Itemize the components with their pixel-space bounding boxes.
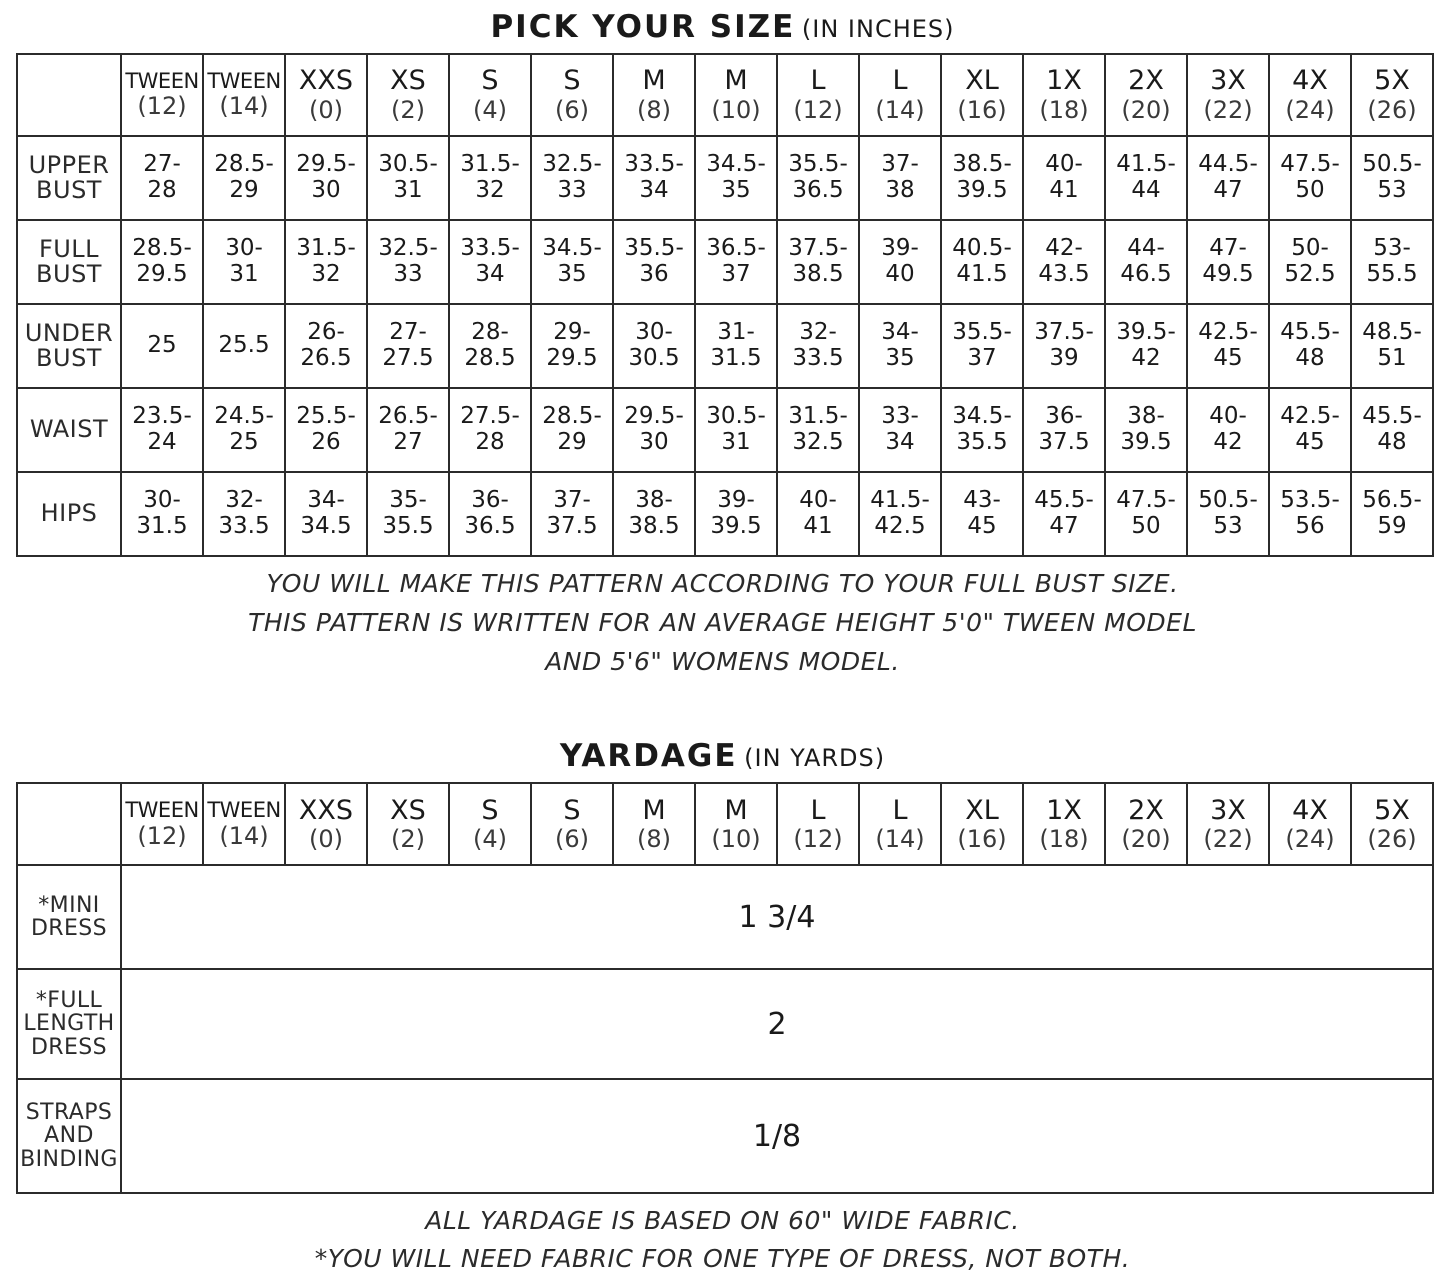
table-row [17, 472, 1433, 556]
yardage-title-main: YARDAGE [559, 738, 738, 775]
measurement-cell: 37.5- 39 [1023, 304, 1105, 388]
yardage-table [16, 782, 1434, 1194]
size-column-header: TWEEN (12) [121, 783, 203, 865]
measurement-cell: 31.5- 32 [449, 136, 531, 220]
size-column-header: XL (16) [941, 783, 1023, 865]
size-column-header: XS (2) [367, 54, 449, 136]
yardage-corner-cell [17, 783, 121, 865]
measurement-cell: 40.5- 41.5 [941, 220, 1023, 304]
measurement-cell: 31- 31.5 [695, 304, 777, 388]
measurement-cell: 35- 35.5 [367, 472, 449, 556]
size-column-header: 1X (18) [1023, 783, 1105, 865]
size-column-header: XL (16) [941, 54, 1023, 136]
size-column-header: 4X (24) [1269, 54, 1351, 136]
size-column-header: M (8) [613, 783, 695, 865]
size-column-header: TWEEN (14) [203, 54, 285, 136]
measurement-cell: 30.5- 31 [367, 136, 449, 220]
size-column-header: XXS (0) [285, 54, 367, 136]
size-column-header: 1X (18) [1023, 54, 1105, 136]
size-column-header: 3X (22) [1187, 54, 1269, 136]
measurement-cell: 41.5- 44 [1105, 136, 1187, 220]
note-line: YOU WILL MAKE THIS PATTERN ACCORDING TO YOUR FULL BUST SIZE. [266, 569, 1179, 598]
measurement-cell: 33.5- 34 [449, 220, 531, 304]
table-row [17, 136, 1433, 220]
yardage-header-row [17, 783, 1433, 865]
size-column-header: XS (2) [367, 783, 449, 865]
measurement-cell: 42.5- 45 [1187, 304, 1269, 388]
size-chart-corner-cell [17, 54, 121, 136]
measurement-cell: 53.5- 56 [1269, 472, 1351, 556]
measurement-cell: 36- 37.5 [1023, 388, 1105, 472]
table-row [17, 388, 1433, 472]
row-label: WAIST [17, 388, 121, 472]
measurement-cell: 45.5- 48 [1269, 304, 1351, 388]
measurement-cell: 50- 52.5 [1269, 220, 1351, 304]
size-chart-title-sub: (IN INCHES) [801, 15, 955, 43]
measurement-cell: 32.5- 33 [367, 220, 449, 304]
measurement-cell: 24.5- 25 [203, 388, 285, 472]
measurement-cell: 39- 39.5 [695, 472, 777, 556]
row-label: UPPER BUST [17, 136, 121, 220]
measurement-cell: 36- 36.5 [449, 472, 531, 556]
measurement-cell: 45.5- 47 [1023, 472, 1105, 556]
measurement-cell: 35.5- 36.5 [777, 136, 859, 220]
measurement-cell: 28.5- 29 [531, 388, 613, 472]
yardage-title [16, 738, 1429, 775]
size-column-header: S (4) [449, 54, 531, 136]
row-label: STRAPS AND BINDING [17, 1079, 121, 1193]
measurement-cell: 34.5- 35 [531, 220, 613, 304]
size-column-header: 4X (24) [1269, 783, 1351, 865]
measurement-cell: 50.5- 53 [1351, 136, 1433, 220]
measurement-cell: 34- 34.5 [285, 472, 367, 556]
measurement-cell: 56.5- 59 [1351, 472, 1433, 556]
measurement-cell: 30- 31 [203, 220, 285, 304]
measurement-cell: 23.5- 24 [121, 388, 203, 472]
table-row [17, 865, 1433, 969]
yardage-value-cell: 1 3/4 [121, 865, 1433, 969]
measurement-cell: 43- 45 [941, 472, 1023, 556]
measurement-cell: 34.5- 35 [695, 136, 777, 220]
measurement-cell: 26.5- 27 [367, 388, 449, 472]
measurement-cell: 35.5- 36 [613, 220, 695, 304]
measurement-cell: 27.5- 28 [449, 388, 531, 472]
size-column-header: L (14) [859, 54, 941, 136]
measurement-cell: 27- 28 [121, 136, 203, 220]
measurement-cell: 44- 46.5 [1105, 220, 1187, 304]
measurement-cell: 37- 38 [859, 136, 941, 220]
measurement-cell: 28.5- 29 [203, 136, 285, 220]
measurement-cell: 37.5- 38.5 [777, 220, 859, 304]
footnote-line: ALL YARDAGE IS BASED ON 60" WIDE FABRIC. [425, 1206, 1020, 1236]
row-label: *FULL LENGTH DRESS [17, 969, 121, 1079]
note-line: THIS PATTERN IS WRITTEN FOR AN AVERAGE HEIGHT 5'0" TWEEN MODEL [248, 607, 1197, 637]
row-label: *MINI DRESS [17, 865, 121, 969]
size-chart-title-main: PICK YOUR SIZE [490, 9, 796, 45]
size-column-header: 5X (26) [1351, 783, 1433, 865]
measurement-cell: 45.5- 48 [1351, 388, 1433, 472]
size-chart-title [16, 9, 1429, 45]
size-chart-table [16, 53, 1434, 557]
measurement-cell: 36.5- 37 [695, 220, 777, 304]
measurement-cell: 41.5- 42.5 [859, 472, 941, 556]
measurement-cell: 29.5- 30 [613, 388, 695, 472]
measurement-cell: 32- 33.5 [777, 304, 859, 388]
measurement-cell: 30- 31.5 [121, 472, 203, 556]
size-column-header: S (6) [531, 54, 613, 136]
row-label: HIPS [17, 472, 121, 556]
measurement-cell: 50.5- 53 [1187, 472, 1269, 556]
measurement-cell: 47- 49.5 [1187, 220, 1269, 304]
table-row [17, 969, 1433, 1079]
note-line: AND 5'6" WOMENS MODEL. [545, 646, 900, 676]
measurement-cell: 30.5- 31 [695, 388, 777, 472]
measurement-cell: 40- 41 [777, 472, 859, 556]
measurement-cell: 33.5- 34 [613, 136, 695, 220]
yardage-value-cell: 2 [121, 969, 1433, 1079]
size-column-header: 2X (20) [1105, 783, 1187, 865]
measurement-cell: 38.5- 39.5 [941, 136, 1023, 220]
section-spacer [16, 681, 1429, 737]
size-column-header: L (12) [777, 54, 859, 136]
measurement-cell: 27- 27.5 [367, 304, 449, 388]
measurement-cell: 25.5- 26 [285, 388, 367, 472]
measurement-cell: 31.5- 32 [285, 220, 367, 304]
size-column-header: 3X (22) [1187, 783, 1269, 865]
measurement-cell: 35.5- 37 [941, 304, 1023, 388]
size-chart-notes [33, 565, 1413, 681]
measurement-cell: 28.5- 29.5 [121, 220, 203, 304]
measurement-cell: 34.5- 35.5 [941, 388, 1023, 472]
measurement-cell: 44.5- 47 [1187, 136, 1269, 220]
size-column-header: L (12) [777, 783, 859, 865]
size-column-header: M (10) [695, 783, 777, 865]
yardage-title-sub: (IN YARDS) [744, 744, 886, 773]
measurement-cell: 48.5- 51 [1351, 304, 1433, 388]
table-row [17, 1079, 1433, 1193]
size-column-header: S (6) [531, 783, 613, 865]
measurement-cell: 32.5- 33 [531, 136, 613, 220]
size-column-header: TWEEN (14) [203, 783, 285, 865]
measurement-cell: 25 [121, 304, 203, 388]
measurement-cell: 38- 39.5 [1105, 388, 1187, 472]
measurement-cell: 47.5- 50 [1269, 136, 1351, 220]
size-column-header: S (4) [449, 783, 531, 865]
measurement-cell: 39.5- 42 [1105, 304, 1187, 388]
measurement-cell: 31.5- 32.5 [777, 388, 859, 472]
table-row [17, 220, 1433, 304]
footnote-line: *YOU WILL NEED FABRIC FOR ONE TYPE OF DRESS, NOT BOTH. [314, 1243, 1131, 1273]
measurement-cell: 25.5 [203, 304, 285, 388]
size-column-header: M (10) [695, 54, 777, 136]
measurement-cell: 26- 26.5 [285, 304, 367, 388]
row-label: UNDER BUST [17, 304, 121, 388]
size-column-header: XXS (0) [285, 783, 367, 865]
measurement-cell: 40- 41 [1023, 136, 1105, 220]
size-column-header: 2X (20) [1105, 54, 1187, 136]
measurement-cell: 37- 37.5 [531, 472, 613, 556]
measurement-cell: 30- 30.5 [613, 304, 695, 388]
yardage-footnotes [16, 1202, 1429, 1277]
yardage-value-cell: 1/8 [121, 1079, 1433, 1193]
size-column-header: M (8) [613, 54, 695, 136]
row-label: FULL BUST [17, 220, 121, 304]
size-column-header: 5X (26) [1351, 54, 1433, 136]
measurement-cell: 29- 29.5 [531, 304, 613, 388]
measurement-cell: 33- 34 [859, 388, 941, 472]
measurement-cell: 34- 35 [859, 304, 941, 388]
measurement-cell: 42- 43.5 [1023, 220, 1105, 304]
measurement-cell: 39- 40 [859, 220, 941, 304]
measurement-cell: 47.5- 50 [1105, 472, 1187, 556]
size-column-header: L (14) [859, 783, 941, 865]
size-chart-header-row [17, 54, 1433, 136]
size-column-header: TWEEN (12) [121, 54, 203, 136]
measurement-cell: 32- 33.5 [203, 472, 285, 556]
measurement-cell: 42.5- 45 [1269, 388, 1351, 472]
measurement-cell: 28- 28.5 [449, 304, 531, 388]
measurement-cell: 29.5- 30 [285, 136, 367, 220]
measurement-cell: 53- 55.5 [1351, 220, 1433, 304]
measurement-cell: 38- 38.5 [613, 472, 695, 556]
measurement-cell: 40- 42 [1187, 388, 1269, 472]
table-row [17, 304, 1433, 388]
